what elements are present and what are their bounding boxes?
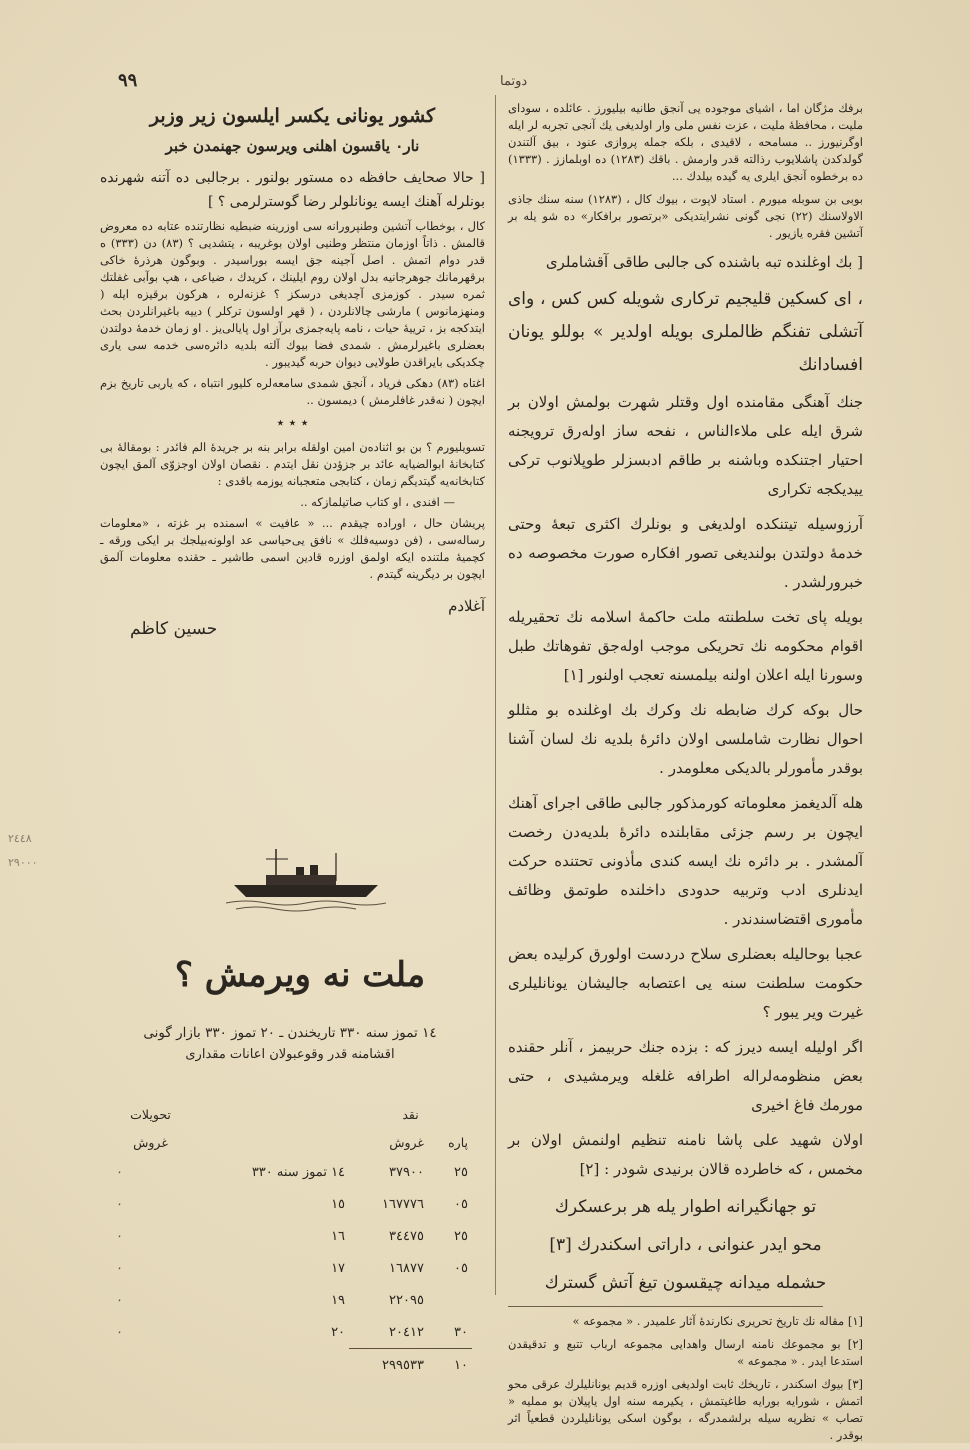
table-row: ٠٥ ١٦٧٧٧٦ ١٥ ٠ xyxy=(116,1196,468,1212)
table-row: ٢٥ ٣٤٤٧٥ ١٦ ٠ xyxy=(116,1228,468,1244)
table-row: ٢٥ ٣٧٩٠٠ ١٤ تموز سنه ٣٣٠ ٠ xyxy=(116,1164,468,1180)
pencil-note: ٢٤٤٨ xyxy=(8,832,32,845)
appeal-title: ملت نه ویرمش ؟ xyxy=(174,955,426,995)
column-header: غروش xyxy=(389,1134,424,1150)
verse-line: تو جهانگیرانه اطوار یله هر برعسكرك xyxy=(554,1197,817,1217)
period-line: اقشامنه قدر وقوعبولان اعانات مقداری xyxy=(185,1047,395,1062)
subheadline: نار٠ یاقسون اهلنی ویرسون جهنمدن خبر xyxy=(165,137,420,155)
pencil-note: ٢٩٠٠٠ xyxy=(8,856,38,869)
column-divider xyxy=(495,95,496,1295)
paragraph: آرزوسیله تیتنكده اولدیغی و بونلرك اكثری تبعهٔ وحتی خدمهٔ دولتدن بولندیغی تصور افكاره صورت مخصوصه ده خبرورلشدر . xyxy=(508,515,863,591)
period-line: ١٤ تموز سنه ٣٣٠ تاریخندن ـ ٢٠ تموز ٣٣٠ بازار گونی xyxy=(143,1025,437,1041)
column-header: پاره xyxy=(448,1134,468,1150)
intro-paragraph: [ حالا صحایف حافظه ده مستور بولنور . برجالبی ده آتنه شهرنده بونلرله آهنك ایسه یونانلولر رضا گوسترلرمی ؟ ] xyxy=(100,170,485,210)
verse-line: حشمله میدانه چیقسون تیغ آتش گسترك xyxy=(544,1273,827,1293)
column-header: تحویلات xyxy=(130,1106,171,1122)
total-kurus: ٢٩٩٥٣٣ xyxy=(349,1349,428,1382)
footnote: [١] مقاله نك تاریخ تحریری نكارندهٔ آثار علمیدر . « مجموعه » xyxy=(572,1314,863,1328)
paragraph: هله آلدیغمز معلوماته كورمذكور جالبی طاقی اجرای آهنك ایچون بر رسم جزئی مقابلنده دائرهٔ بلدیه‌دن رخصت آلمشدر . بر دائره نك ایسه كندی مأذونی تحتنده حركت ایدنلری ادب وتربیه حدودی داخلنده طوتمق وظائف مأموری اقتضاسندندر . xyxy=(508,794,863,928)
section-separator: ٭ ٭ ٭ xyxy=(276,415,309,431)
paragraph: [ بك اوغلنده تبه باشنده كی جالبی طاقی آقشاملری xyxy=(545,253,863,271)
table-total-row xyxy=(112,1349,472,1382)
right-column xyxy=(508,100,863,1450)
author-signature: حسین كاظم xyxy=(130,619,218,639)
donation-period xyxy=(100,1022,480,1066)
column-header: نقد xyxy=(402,1106,419,1122)
paragraph: بویله پای تخت سلطنته ملت حاكمهٔ اسلامه نك تحقیریله اقوام محكومه نك تحریكی موجب اوله‌جق تفوهاتك طبل وسورنا ایله اعلان اولنه بیلمسنه تعجب اولنور [١] xyxy=(508,608,863,684)
footnote-rule xyxy=(508,1306,823,1307)
warship-illustration xyxy=(226,845,386,915)
paragraph: تسویلیورم ؟ بن بو اثناده‌ن امین اولقله برابر بنه بر جریدهٔ الم فائدر : بومقالهٔ بی كتابخانهٔ ابوالضیایه عائد بر جزؤدن نقل ایتدم . نقصان اولان اوجزوّی آلمق ایچون كتابخانه‌یه گیتدیگم زمان ، كتابجی متعجبانه یوزمه باقدی : xyxy=(100,440,485,488)
table-row: ٠٥ ١٦٨٧٧ ١٧ ٠ xyxy=(116,1260,468,1276)
paragraph: بوبی بن سوبله میورم . استاد لاپوت ، بیوك كال ، (١٢٨٣) سنه سنك جاذی الاولاسنك (٢٢) نجی گونی نشرایتدیكی «برتصور برافكار» ده شو یله بر آتشین فقره یازیور . xyxy=(508,192,864,240)
paragraph: ، ای كسكین قلیجیم تركاری شویله كس كس ، وای آتشلی تفنگم ظالملری بویله اولدیر » بوللو یونان افسادانك xyxy=(508,289,863,375)
paragraph: عجبا بوحالیله بعضلری سلاح دردست اولورق كرلیده بعض حكومت سلطنت سنه یی اعتصابه جالیشان یونانلیلری غیرت ویر یبور ؟ xyxy=(508,945,863,1021)
left-column xyxy=(100,100,485,643)
page-number: ٩٩ xyxy=(118,70,138,91)
paragraph: پریشان حال ، اوراده چیقدم ... « عافیت » اسمنده بر غزته ، «معلومات رساله‌سی ، (فن دوسیه‌فلك » نافق یی‌حیاسی عد اولونه‌بیلجك بر ایكی ورقه ـ كچمیهٔ ملتنده ایكه اولمق اوزره قادین اسمی طاشیر ـ حقنده معلومات آلمق ایچون بر دیگرینه گیتدم . xyxy=(100,516,485,581)
verse-line: محو ایدر عنوانی ، داراتی اسكندرك [٣] xyxy=(549,1235,822,1255)
paragraph: جنك آهنگی مقامنده اول وقتلر شهرت بولمش اولان بر شرق ایله علی ملاءالناس ، نفحه ساز اوله‌رق ترویجنه احتیار اجتنكده وباشنه بر طاقم ادبسزلر طوپلانوب تركی ییدیكجه تكراری xyxy=(508,393,863,498)
paragraph: اگر اولیله ایسه دیرز كه : بزده جنك حربیمز ، آنلر حقنده بعض منظومه‌لراله اطرافه غلغله ویرمشیدی ، حتی مورمك فاغ اخیری xyxy=(508,1038,863,1114)
paragraph: اولان شهید علی پاشا نامنه تنظیم اولنمش اولان بر مخمس ، كه خاطرده قالان برنیدی شودر : [٢] xyxy=(508,1131,863,1178)
donations-table xyxy=(112,1100,472,1381)
headline: كشور یونانی یكسر ایلسون زیر وزبر xyxy=(149,105,436,127)
column-header: غروش xyxy=(133,1134,168,1150)
paragraph: اغتاه (٨٣) دهكی فریاد ، آنجق شمدی سامعه‌لره كلیور انتباه ، كه یاربی تاریخ بزم ایچون ( نه‌قدر غافلرمش ) دیمسون .. xyxy=(100,376,485,407)
footnote: [٢] بو مجموعك نامنه ارسال واهدایی مجموعه ارباب تتبع و تدقیقدن استدعا ایدر . « مجموعه » xyxy=(508,1337,863,1368)
total-para: ١٠ xyxy=(428,1349,472,1382)
paragraph: برفك مژگان اما ، اشیای موجوده یی آنجق طانیه بیلیورز . عائلده ، سودای ملیت ، محافظهٔ ملیت ، عزت نفس ملی وار اولدیغی یك آنجی تجربه لر ایله اوگرنیورز .. مسامحه ، لاقیدی ، بلكه جمله پروازی عنود ، بیق آلتندن گولدکدن پاشلایوب رذالته قدر وارمش . باقك (١٢٨٣) ده اوبلمازز . (١٣٣٣) ده برخطوه آنجق ایلری یه گیده بیلدك ... xyxy=(508,101,863,183)
table-row: ٢٢٠٩٥ ١٩ ٠ xyxy=(116,1292,424,1308)
paragraph: كال ، بوخطاب آتشین وطنپرورانه سی اوزرینه ضبطیه نظارتنده عتابه ده معروض قالمش . ذاتاً اوزمان منتظر وطنیی اولان بوغریبه ، یتشدیی ؟ (٨٣) دن (٣٣٣) ه قدر دوام اتمش . اصل آجینه جق ایسه بوراسیدر . وبوگون هرذرهٔ خاكی برقهرمانك جوهرجانیه بدل اولان روم ایلینك ، كریدك ، ضیاعی ، هپ بوآبی غفلتك ثمره سیدر . كوزمزی آچدیغی درسكز ؟ غزنه‌لره ، هركون برقیزه ایله ( ومنهزمانوس ) مارشی چالانلردن ، ( قهر اولسون تركلر ) دییه باغیرانلردن بحث ایتدكجه بز ، ترییهٔ حیات ، نامه پایه‌جمزی برآز اول پایالی‌یز . او زمان خدمهٔ دولتدن بعضلری باغیرلرمش . شمدی فضا بیوك آلته بلدیه دائره‌سی خدمه سی یاری چكدیكی بایراقدن طولایی دیوان حربه گیدیبور . xyxy=(100,219,486,369)
running-head: دوتما xyxy=(500,74,528,89)
paragraph: حال بوكه كرك ضابطه نك وكرك بك اوغلنده بو مثللو احوال نظارت شاملسی اولان دائرهٔ بلدیه نك لسان آشنا بوقدر مأمورلر بالدیكی معلومدر . xyxy=(508,701,863,777)
table-row: ٣٠ ٢٠٤١٢ ٢٠ ٠ xyxy=(116,1324,468,1340)
footnote: [٣] بیوك اسكندر ، تاریخك ثابت اولدیغی اوزره قدیم یونانلیلرك عرقی محو اتمش ، شورایه بورایه طاغیتمش ، یكیرمه سنه اول یاپیلان بو مملیه « تصاب » نظریه سیله برلشمدرگه ، بوگون اسكی یونانلیلردن قطعیاً اثر بوقدر . xyxy=(508,1377,863,1442)
closing-word: آغلادم xyxy=(448,597,485,615)
paragraph: — افندی ، او كتاب صاتیلمازكه .. xyxy=(300,495,455,509)
